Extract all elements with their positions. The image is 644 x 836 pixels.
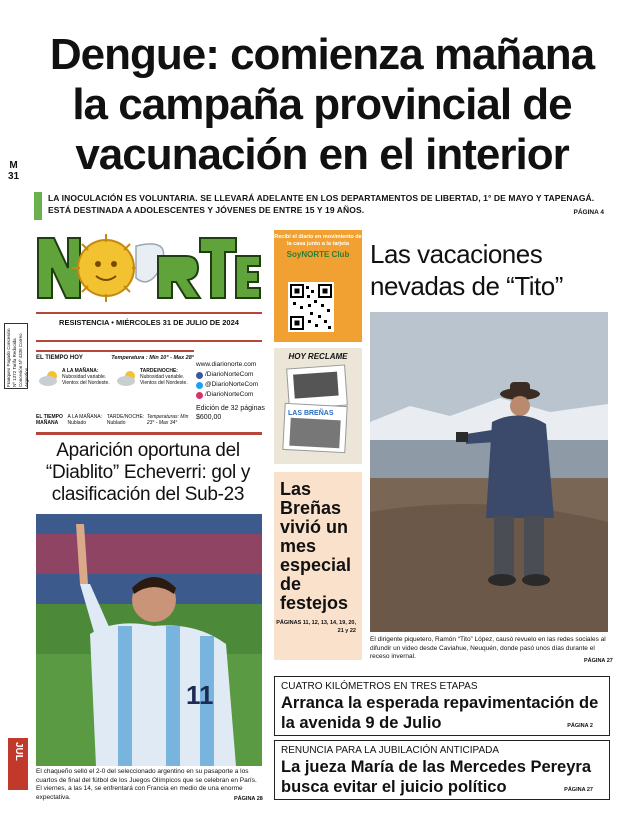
weather-box: [36, 350, 194, 430]
las-brenas-box[interactable]: [274, 472, 362, 660]
edition-info: Edición de 32 páginas: [196, 405, 265, 412]
weather-tomorrow-temps: Temperaturas: Min 23° - Max 34°: [146, 414, 189, 426]
edition-line: RESISTENCIA • MIÉRCOLES 31 DE JULIO DE 2024: [59, 318, 239, 327]
man-in-snow-image: [370, 312, 608, 632]
brenas-headline: Las Breñas vivió un mes especial de festejos: [280, 479, 352, 613]
instagram-link[interactable]: [196, 390, 266, 400]
tito-headline[interactable]: Las vacaciones nevadas de “Tito”: [370, 239, 563, 301]
price: $600,00: [196, 414, 222, 421]
month-side-tag-text: JUL: [13, 742, 24, 761]
weather-evening-label: TARDE/NOCHE:: [140, 368, 178, 374]
headline-line-1: Dengue: comienza mañana: [49, 30, 595, 79]
twitter-icon: [196, 382, 203, 389]
sub23-headline[interactable]: Aparición oportuna del “Diablito” Echeverri: gol y clasificación del Sub-23: [45, 440, 251, 505]
box1-kicker: CUATRO KILÓMETROS EN TRES ETAPAS: [281, 681, 478, 692]
facebook-link[interactable]: [196, 370, 266, 380]
tito-page-ref: PÁGINA 27: [584, 658, 613, 664]
weather-tomorrow-label: EL TIEMPO MAÑANA: [36, 414, 63, 426]
sub23-photo[interactable]: [36, 514, 262, 766]
sub23-caption: El chaqueño selló el 2-0 del seleccionado argentino en su pasaporte a los cuartos de final del fútbol de los Juegos Olímpicos que se celebran en París. El viernes, a las 14, se enfrentará con Francia en medio de una enorme expectativa.: [36, 768, 257, 801]
box2-kicker: RENUNCIA PARA LA JUBILACIÓN ANTICIPADA: [281, 745, 500, 756]
reclame-sub: LAS BREÑAS: [288, 410, 334, 417]
date-box: [8, 160, 19, 182]
weather-temps: Temperatura : Min 10° - Max 28°: [111, 355, 194, 361]
date-day-num: 31: [8, 171, 20, 182]
hoy-reclame-box[interactable]: [274, 348, 362, 464]
reclame-title: HOY RECLAME: [288, 352, 348, 361]
social-links: [196, 360, 266, 422]
partly-cloudy-icon: [116, 370, 138, 386]
weather-tomorrow-morning: A LA MAÑANA: Nublado: [67, 414, 102, 426]
facebook-link-text: /DiarioNorteCom: [205, 371, 254, 378]
promo-text: Recibí el diario en movimiento de la casa junto a la tarjeta: [274, 234, 362, 247]
main-headline[interactable]: [0, 30, 644, 180]
postage-stamp-text: Franqueo Pagado Concesión Nº 1372 Tarifa Reducida Concesión Nº 4336 Correo Argentino: [6, 328, 29, 387]
box2-headline: La jueza María de las Mercedes Pereyra busca evitar el juicio político: [281, 758, 592, 796]
month-side-tag: [8, 738, 28, 790]
site-link[interactable]: [196, 360, 266, 370]
subhead-text: LA INOCULACIÓN ES VOLUNTARIA. SE LLEVARÁ ADELANTE EN LOS DEPARTAMENTOS DE LIBERTAD, 1° DE MAYO Y TAPENAGÁ. ESTÁ DESTINADA A ADOLESCENTES Y JÓVENES DE ENTRE 15 Y 19 AÑOS.: [48, 193, 595, 215]
date-day-abbr: M: [9, 160, 18, 171]
edition-bar: [36, 312, 262, 342]
site-link-text: www.diarionorte.com: [196, 361, 257, 368]
instagram-icon: [196, 392, 203, 399]
promo-brand: SoyNORTE Club: [286, 250, 350, 259]
box1-page-ref: PÁGINA 2: [567, 723, 593, 729]
tito-photo[interactable]: [370, 312, 608, 632]
repavimentacion-box[interactable]: [274, 676, 610, 736]
weather-tomorrow-evening: TARDE/NOCHE: Nublado: [106, 414, 145, 426]
supplement-covers-image: [274, 361, 362, 457]
sub23-page-ref: PÁGINA 28: [234, 796, 263, 802]
weather-morning-label: A LA MAÑANA:: [62, 368, 99, 374]
qr-code-icon[interactable]: [288, 282, 334, 332]
instagram-link-text: /DiarioNorteCom: [205, 391, 254, 398]
norte-logo[interactable]: [36, 232, 262, 304]
weather-evening-desc: Nubosidad variable. Vientos del Nordeste.: [140, 374, 188, 386]
svg-text:11: 11: [186, 680, 214, 710]
subhead-page-ref: PÁGINA 4: [573, 209, 604, 216]
headline-line-3: vacunación en el interior: [75, 130, 569, 179]
twitter-link[interactable]: [196, 380, 266, 390]
postage-stamp: [4, 323, 28, 389]
box2-page-ref: PÁGINA 27: [564, 787, 593, 793]
soccer-player-image: [36, 514, 262, 766]
box1-headline: Arranca la esperada repavimentación de la avenida 9 de Julio: [281, 694, 599, 732]
subhead-accent-bar: [34, 192, 42, 220]
jueza-pereyra-box[interactable]: [274, 740, 610, 800]
facebook-icon: [196, 372, 203, 379]
twitter-link-text: @DiarioNorteCom: [205, 381, 259, 388]
qr-code-graphic: [288, 282, 334, 332]
brenas-pages: PÁGINAS 11, 12, 13, 14, 19, 20, 21 y 22: [276, 620, 356, 634]
headline-line-2: la campaña provincial de: [72, 80, 572, 129]
norte-logo-graphic: [36, 232, 262, 304]
weather-morning-desc: Nubosidad variable. Vientos del Nordeste.: [62, 374, 110, 386]
weather-title: EL TIEMPO HOY: [36, 355, 83, 361]
section-divider: [36, 432, 262, 435]
tito-caption: El dirigente piquetero, Ramón “Tito” López, causó revuelo en las redes sociales al difundir un video desde Caviahue, Neuquén, donde pasó unos días durante el receso invernal.: [370, 636, 606, 660]
partly-cloudy-icon: [38, 370, 60, 386]
